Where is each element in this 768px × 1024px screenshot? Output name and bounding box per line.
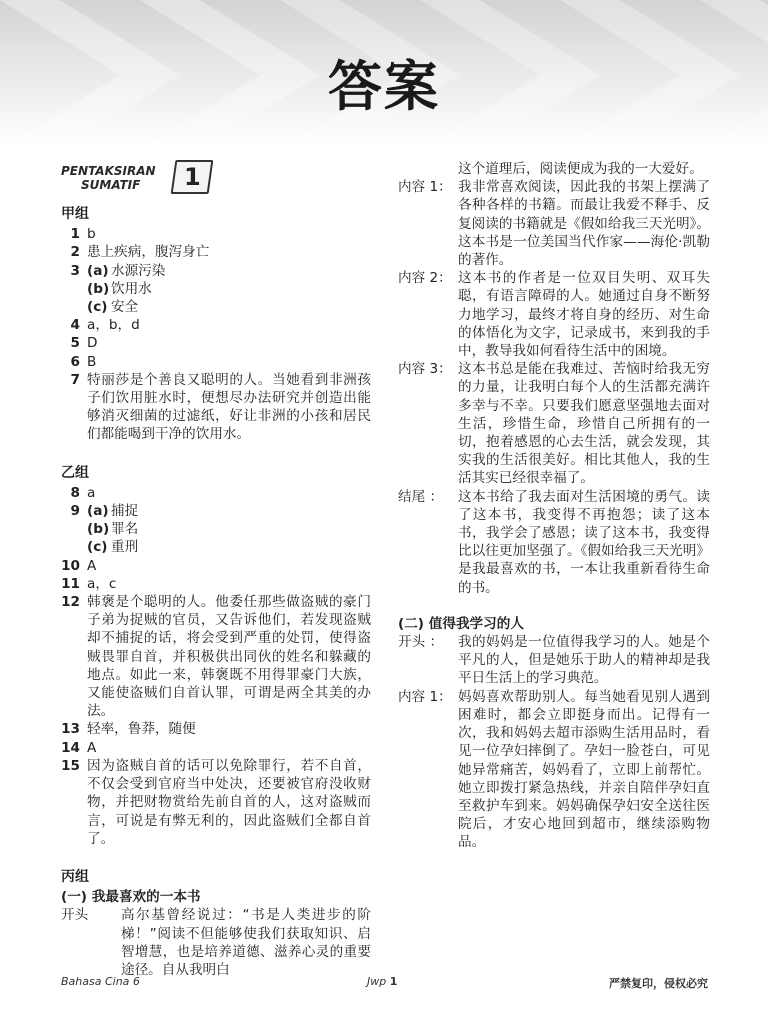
essay-paragraph: 内容 2： 这本书的作者是一位双目失明、双耳失聪，有语言障碍的人。她通过自身不断努力地学习，最终才将自身的经历、对生命的体悟化为文字，记录成书，来到我的手中，教导我如何看待生活中的困境。 [398, 270, 710, 360]
left-column [61, 160, 371, 979]
answer-item: 1 b [70, 226, 96, 243]
answer-item: 12 韩褒是个聪明的人。他委任那些做盗贼的豪门子弟为捉贼的官员，又告诉他们，若发现盗贼却不捕捉的话，将会受到严重的处罚，使得盗贼畏罪自首，并积极供出同伙的姓名和躲藏的地点。如此一来，韩褒既不用得罪豪门大族，又能使盗贼们自首认罪，可谓是两全其美的办法。 [61, 594, 371, 720]
section-badge [61, 160, 371, 202]
answer-item: 3 (a) 水源污染 [70, 262, 166, 279]
footer-page-number: Jwp 1 [367, 975, 398, 988]
badge-label [61, 164, 156, 192]
essay-paragraph: 内容 1： 我非常喜欢阅读，因此我的书架上摆满了各种各样的书籍。而最让我爱不释手、反复阅读的书籍就是《假如给我三天光明》。这本书是一位美国当代作家——海伦·凯勒的著作。 [398, 179, 710, 269]
essay-paragraph: 内容 1： 妈妈喜欢帮助别人。每当她看见别人遇到困难时，都会立即挺身而出。记得有一次，我和妈妈去超市添购生活用品时，看见一位孕妇摔倒了。孕妇一脸苍白，可见她异常痛苦，妈妈看了，立即上前帮忙。她立即拨打紧急热线，并亲自陪伴孕妇直至救护车到来。妈妈确保孕妇安全送往医院后，才安心地回到超市，继续添购物品。 [398, 688, 710, 851]
answer-item: 10 A [61, 557, 97, 574]
answer-item: 9 (a) 捕捉 [70, 503, 139, 520]
section-heading-c: 丙组 [61, 868, 89, 885]
badge-number: 1 [171, 160, 214, 194]
answer-subitem: (b) 饮用水 [87, 280, 152, 297]
essay-paragraph: 内容 3： 这本书总是能在我难过、苦恼时给我无穷的力量，让我明白每个人的生活都充满许多幸与不幸。只要我们愿意坚强地去面对生活，珍惜生命，珍惜自己所拥有的一切，抱着感恩的心去生活，就会发现，其实我的生活很美好。相比其他人，我的生活其实已经很幸福了。 [398, 361, 710, 487]
answer-subitem: (b) 罪名 [87, 521, 139, 538]
answer-item: 6 B [70, 353, 97, 370]
section-heading-a: 甲组 [61, 206, 89, 222]
page-header [0, 0, 768, 150]
answer-item: 7 特丽莎是个善良又聪明的人。当她看到非洲孩子们饮用脏水时，便想尽办法研究并创造出能够消灭细菌的过滤纸，好让非洲的小孩和居民们都能喝到干净的饮用水。 [70, 371, 371, 443]
answer-item: 14 A [61, 739, 97, 756]
essay-2-title: (二) 值得我学习的人 [398, 615, 524, 632]
essay-1-title: (一) 我最喜欢的一本书 [61, 889, 201, 906]
badge-line-2: SUMATIF [81, 178, 141, 192]
answer-item: 13 轻率，鲁莽，随便 [61, 721, 196, 738]
page-title: 答案 [328, 55, 440, 118]
footer-subject: Bahasa Cina 6 [61, 975, 140, 988]
answer-item: 4 a，b，d [70, 317, 140, 334]
right-column [398, 160, 710, 852]
answer-subitem: (c) 重刑 [87, 539, 139, 556]
page-footer [61, 975, 708, 993]
essay-continuation: 这个道理后，阅读便成为我的一大爱好。 [458, 161, 703, 177]
essay-paragraph: 结尾 ： 这本书给了我去面对生活困境的勇气。读了这本书，我变得不再抱怨；读了这本书，我学会了感恩；读了这本书，我变得比以往更加坚强了。《假如给我三天光明》是我最喜欢的书，一本让我重新看待生命的书。 [398, 488, 710, 596]
essay-paragraph: 开头 ： 我的妈妈是一位值得我学习的人。她是个平凡的人，但是她乐于助人的精神却是我平日生活上的学习典范。 [398, 634, 710, 687]
badge-line-1: PENTAKSIRAN [61, 164, 156, 178]
answer-item: 11 a，c [61, 575, 117, 592]
answer-item: 2 患上疾病，腹泻身亡 [70, 244, 210, 261]
answer-item: 5 D [70, 335, 98, 352]
answer-item: 15 因为盗贼自首的话可以免除罪行，若不自首，不仅会受到官府当中处决，还要被官府没收财物，并把财物赏给先前自首的人，这对盗贼而言，可说是有弊无利的，因此盗贼们全都自首了。 [61, 757, 371, 847]
answer-item: 8 a [70, 484, 96, 501]
footer-copyright: 严禁复印，侵权必究 [609, 977, 708, 990]
section-heading-b: 乙组 [61, 464, 89, 481]
answer-subitem: (c) 安全 [87, 299, 139, 316]
essay-paragraph: 开头 高尔基曾经说过：“书是人类进步的阶梯！”阅读不但能够使我们获取知识、启智增慧，也是培养道德、滋养心灵的重要途径。自从我明白 [61, 907, 371, 978]
